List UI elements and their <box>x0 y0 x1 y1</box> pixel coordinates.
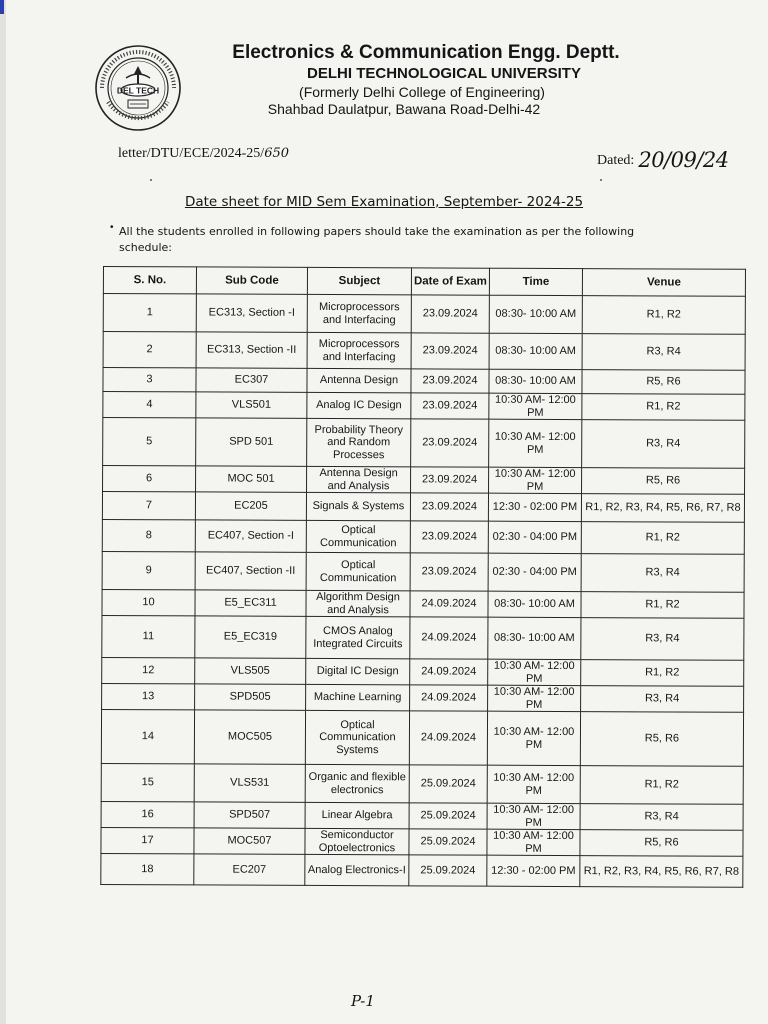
dept-heading: Electronics & Communication Engg. Deptt. <box>232 42 620 63</box>
table-row <box>102 492 744 523</box>
sub-code-cell: VLS531 <box>194 764 305 802</box>
date-cell: 25.09.2024 <box>409 803 487 829</box>
dated-label: Dated: <box>597 153 635 168</box>
time-cell: 08:30- 10:00 AM <box>488 617 581 659</box>
sub-code-cell: SPD 501 <box>196 418 307 466</box>
sub-code-cell: VLS505 <box>195 658 306 684</box>
date-cell: 23.09.2024 <box>411 369 489 393</box>
date-cell: 23.09.2024 <box>410 553 488 591</box>
subject-cell: Analog Electronics-I <box>305 854 409 885</box>
sub-code-cell: EC407, Section -I <box>195 520 306 552</box>
serial-cell: 6 <box>103 466 196 492</box>
time-cell: 10:30 AM- 12:00 PM <box>488 659 581 685</box>
serial-cell: 1 <box>103 294 196 332</box>
time-cell: 02:30 - 04:00 PM <box>488 521 581 553</box>
logo-text: DEL TECH <box>116 85 160 96</box>
sub-code-cell: MOC505 <box>194 710 305 764</box>
venue-cell: R5, R6 <box>580 830 743 857</box>
serial-cell: 4 <box>103 392 196 418</box>
address-line: Shahbad Daulatpur, Bawana Road-Delhi-42 <box>267 101 541 117</box>
table-row <box>102 519 744 554</box>
header-row <box>103 267 745 297</box>
subject-cell: CMOS Analog Integrated Circuits <box>306 616 410 658</box>
serial-cell: 5 <box>103 418 196 466</box>
subject-cell: Optical Communication Systems <box>305 710 409 764</box>
date-cell: 24.09.2024 <box>409 711 487 765</box>
table-row <box>101 827 743 856</box>
table-row <box>102 657 744 686</box>
serial-cell: 15 <box>101 763 194 801</box>
formerly-line: (Formerly Delhi College of Engineering) <box>299 84 545 100</box>
date-cell: 23.09.2024 <box>411 333 489 369</box>
sub-code-cell: EC313, Section -II <box>196 332 307 368</box>
bullet-mark: • <box>110 222 114 233</box>
serial-cell: 16 <box>101 801 194 827</box>
university-name: DELHI TECHNOLOGICAL UNIVERSITY <box>307 65 581 82</box>
sub-code-cell: VLS501 <box>196 392 307 418</box>
time-cell: 10:30 AM- 12:00 PM <box>488 685 581 711</box>
time-cell: 10:30 AM- 12:00 PM <box>487 765 580 803</box>
serial-cell: 2 <box>103 332 196 368</box>
date-cell: 24.09.2024 <box>410 685 488 711</box>
subject-cell: Antenna Design <box>307 368 411 392</box>
table-row <box>102 589 744 618</box>
venue-cell: R1, R2 <box>582 296 745 335</box>
time-cell: 10:30 AM- 12:00 PM <box>489 393 582 419</box>
date-cell: 23.09.2024 <box>411 467 489 493</box>
venue-cell: R3, R4 <box>581 618 744 661</box>
serial-cell: 3 <box>103 368 196 392</box>
dated-block <box>597 145 729 172</box>
subject-cell: Linear Algebra <box>305 802 409 828</box>
column-header: Date of Exam <box>411 268 489 295</box>
table-row <box>102 683 744 712</box>
table-row <box>102 615 744 660</box>
time-cell: 08:30- 10:00 AM <box>488 591 581 617</box>
subject-cell: Algorithm Design and Analysis <box>306 590 410 616</box>
venue-cell: R3, R4 <box>582 334 745 371</box>
serial-cell: 9 <box>102 551 195 589</box>
subject-cell: Optical Communication <box>306 552 410 590</box>
venue-cell: R1, R2, R3, R4, R5, R6, R7, R8 <box>580 856 743 888</box>
time-cell: 12:30 - 02:00 PM <box>488 493 581 521</box>
subject-cell: Semiconductor Optoelectronics <box>305 828 409 854</box>
serial-cell: 14 <box>101 709 194 763</box>
page-title: Date sheet for MID Sem Examination, September- 2024-25 <box>184 194 584 210</box>
sub-code-cell: E5_EC319 <box>195 616 306 658</box>
sub-code-cell: MOC 501 <box>196 466 307 492</box>
subject-cell: Microprocessors and Interfacing <box>307 332 411 368</box>
venue-cell: R1, R2 <box>581 522 744 555</box>
time-cell: 10:30 AM- 12:00 PM <box>489 467 582 493</box>
sub-code-cell: E5_EC311 <box>195 590 306 616</box>
time-cell: 10:30 AM- 12:00 PM <box>487 803 580 829</box>
time-cell: 08:30- 10:00 AM <box>489 295 582 333</box>
subject-cell: Microprocessors and Interfacing <box>307 294 411 332</box>
table-row <box>103 466 745 495</box>
table-row <box>101 801 743 830</box>
date-cell: 25.09.2024 <box>409 829 487 855</box>
venue-cell: R5, R6 <box>582 370 745 395</box>
scan-speck <box>150 179 152 181</box>
scan-mark <box>0 0 4 14</box>
venue-cell: R3, R4 <box>582 420 745 469</box>
date-cell: 25.09.2024 <box>409 855 487 886</box>
sub-code-cell: EC407, Section -II <box>195 552 306 590</box>
table-header <box>103 267 745 297</box>
scan-speck <box>600 179 602 181</box>
sub-code-cell: EC207 <box>194 854 305 885</box>
date-cell: 23.09.2024 <box>411 419 489 467</box>
sub-code-cell: MOC507 <box>194 828 305 854</box>
table-row <box>101 853 743 887</box>
venue-cell: R1, R2 <box>580 766 743 805</box>
letter-ref-text: letter/DTU/ECE/2024-25/ <box>118 146 265 161</box>
venue-cell: R1, R2 <box>581 660 744 687</box>
date-cell: 25.09.2024 <box>409 765 487 803</box>
serial-cell: 10 <box>102 589 195 615</box>
subject-cell: Signals & Systems <box>306 492 410 520</box>
table-row <box>103 368 745 395</box>
date-cell: 24.09.2024 <box>410 591 488 617</box>
time-cell: 10:30 AM- 12:00 PM <box>487 711 580 765</box>
venue-cell: R5, R6 <box>582 468 745 495</box>
table-row <box>103 332 745 371</box>
intro-paragraph: All the students enrolled in following papers should take the examination as per the following schedule: <box>119 225 635 254</box>
table-row <box>101 763 743 804</box>
subject-cell: Machine Learning <box>306 684 410 710</box>
letter-reference <box>118 146 289 162</box>
venue-cell: R1, R2, R3, R4, R5, R6, R7, R8 <box>581 494 744 523</box>
subject-cell: Analog IC Design <box>307 392 411 418</box>
dated-value: 20/09/24 <box>638 148 729 172</box>
venue-cell: R3, R4 <box>580 804 743 831</box>
column-header: Subject <box>307 267 411 294</box>
date-cell: 23.09.2024 <box>411 295 489 333</box>
table-row <box>103 418 745 469</box>
time-cell: 10:30 AM- 12:00 PM <box>487 829 580 855</box>
subject-cell: Digital IC Design <box>306 658 410 684</box>
sub-code-cell: EC313, Section -I <box>196 294 307 332</box>
table-row <box>103 392 745 421</box>
subject-cell: Antenna Design and Analysis <box>307 466 411 492</box>
column-header: Time <box>489 268 582 295</box>
serial-cell: 17 <box>101 827 194 853</box>
date-cell: 24.09.2024 <box>410 659 488 685</box>
venue-cell: R3, R4 <box>581 554 744 593</box>
serial-cell: 18 <box>101 853 194 884</box>
column-header: Sub Code <box>196 267 307 294</box>
time-cell: 10:30 AM- 12:00 PM <box>489 419 582 467</box>
exam-schedule-table <box>100 266 746 888</box>
page-number: P-1 <box>351 992 375 1010</box>
scan-edge <box>0 0 6 1024</box>
subject-cell: Optical Communication <box>306 520 410 552</box>
time-cell: 08:30- 10:00 AM <box>489 369 582 393</box>
table-row <box>102 551 744 592</box>
date-cell: 23.09.2024 <box>410 521 488 553</box>
table-row <box>103 294 745 335</box>
venue-cell: R1, R2 <box>582 394 745 421</box>
sub-code-cell: EC307 <box>196 368 307 392</box>
column-header: Venue <box>582 269 745 297</box>
table-body <box>101 294 746 888</box>
venue-cell: R1, R2 <box>581 592 744 619</box>
time-cell: 12:30 - 02:00 PM <box>487 855 580 886</box>
letter-ref-number: 650 <box>264 146 290 161</box>
date-cell: 23.09.2024 <box>411 393 489 419</box>
serial-cell: 12 <box>102 657 195 683</box>
venue-cell: R3, R4 <box>581 686 744 713</box>
date-cell: 23.09.2024 <box>410 493 488 521</box>
subject-cell: Probability Theory and Random Processes <box>307 418 411 466</box>
venue-cell: R5, R6 <box>580 712 743 767</box>
serial-cell: 11 <box>102 615 195 657</box>
time-cell: 02:30 - 04:00 PM <box>488 553 581 591</box>
serial-cell: 13 <box>102 683 195 709</box>
date-cell: 24.09.2024 <box>410 617 488 659</box>
sub-code-cell: SPD507 <box>194 802 305 828</box>
subject-cell: Organic and flexible electronics <box>305 764 409 802</box>
sub-code-cell: SPD505 <box>195 684 306 710</box>
table-row <box>101 709 743 766</box>
column-header: S. No. <box>103 267 196 294</box>
serial-cell: 8 <box>102 519 195 551</box>
sub-code-cell: EC205 <box>195 492 306 520</box>
time-cell: 08:30- 10:00 AM <box>489 333 582 369</box>
serial-cell: 7 <box>102 492 195 520</box>
